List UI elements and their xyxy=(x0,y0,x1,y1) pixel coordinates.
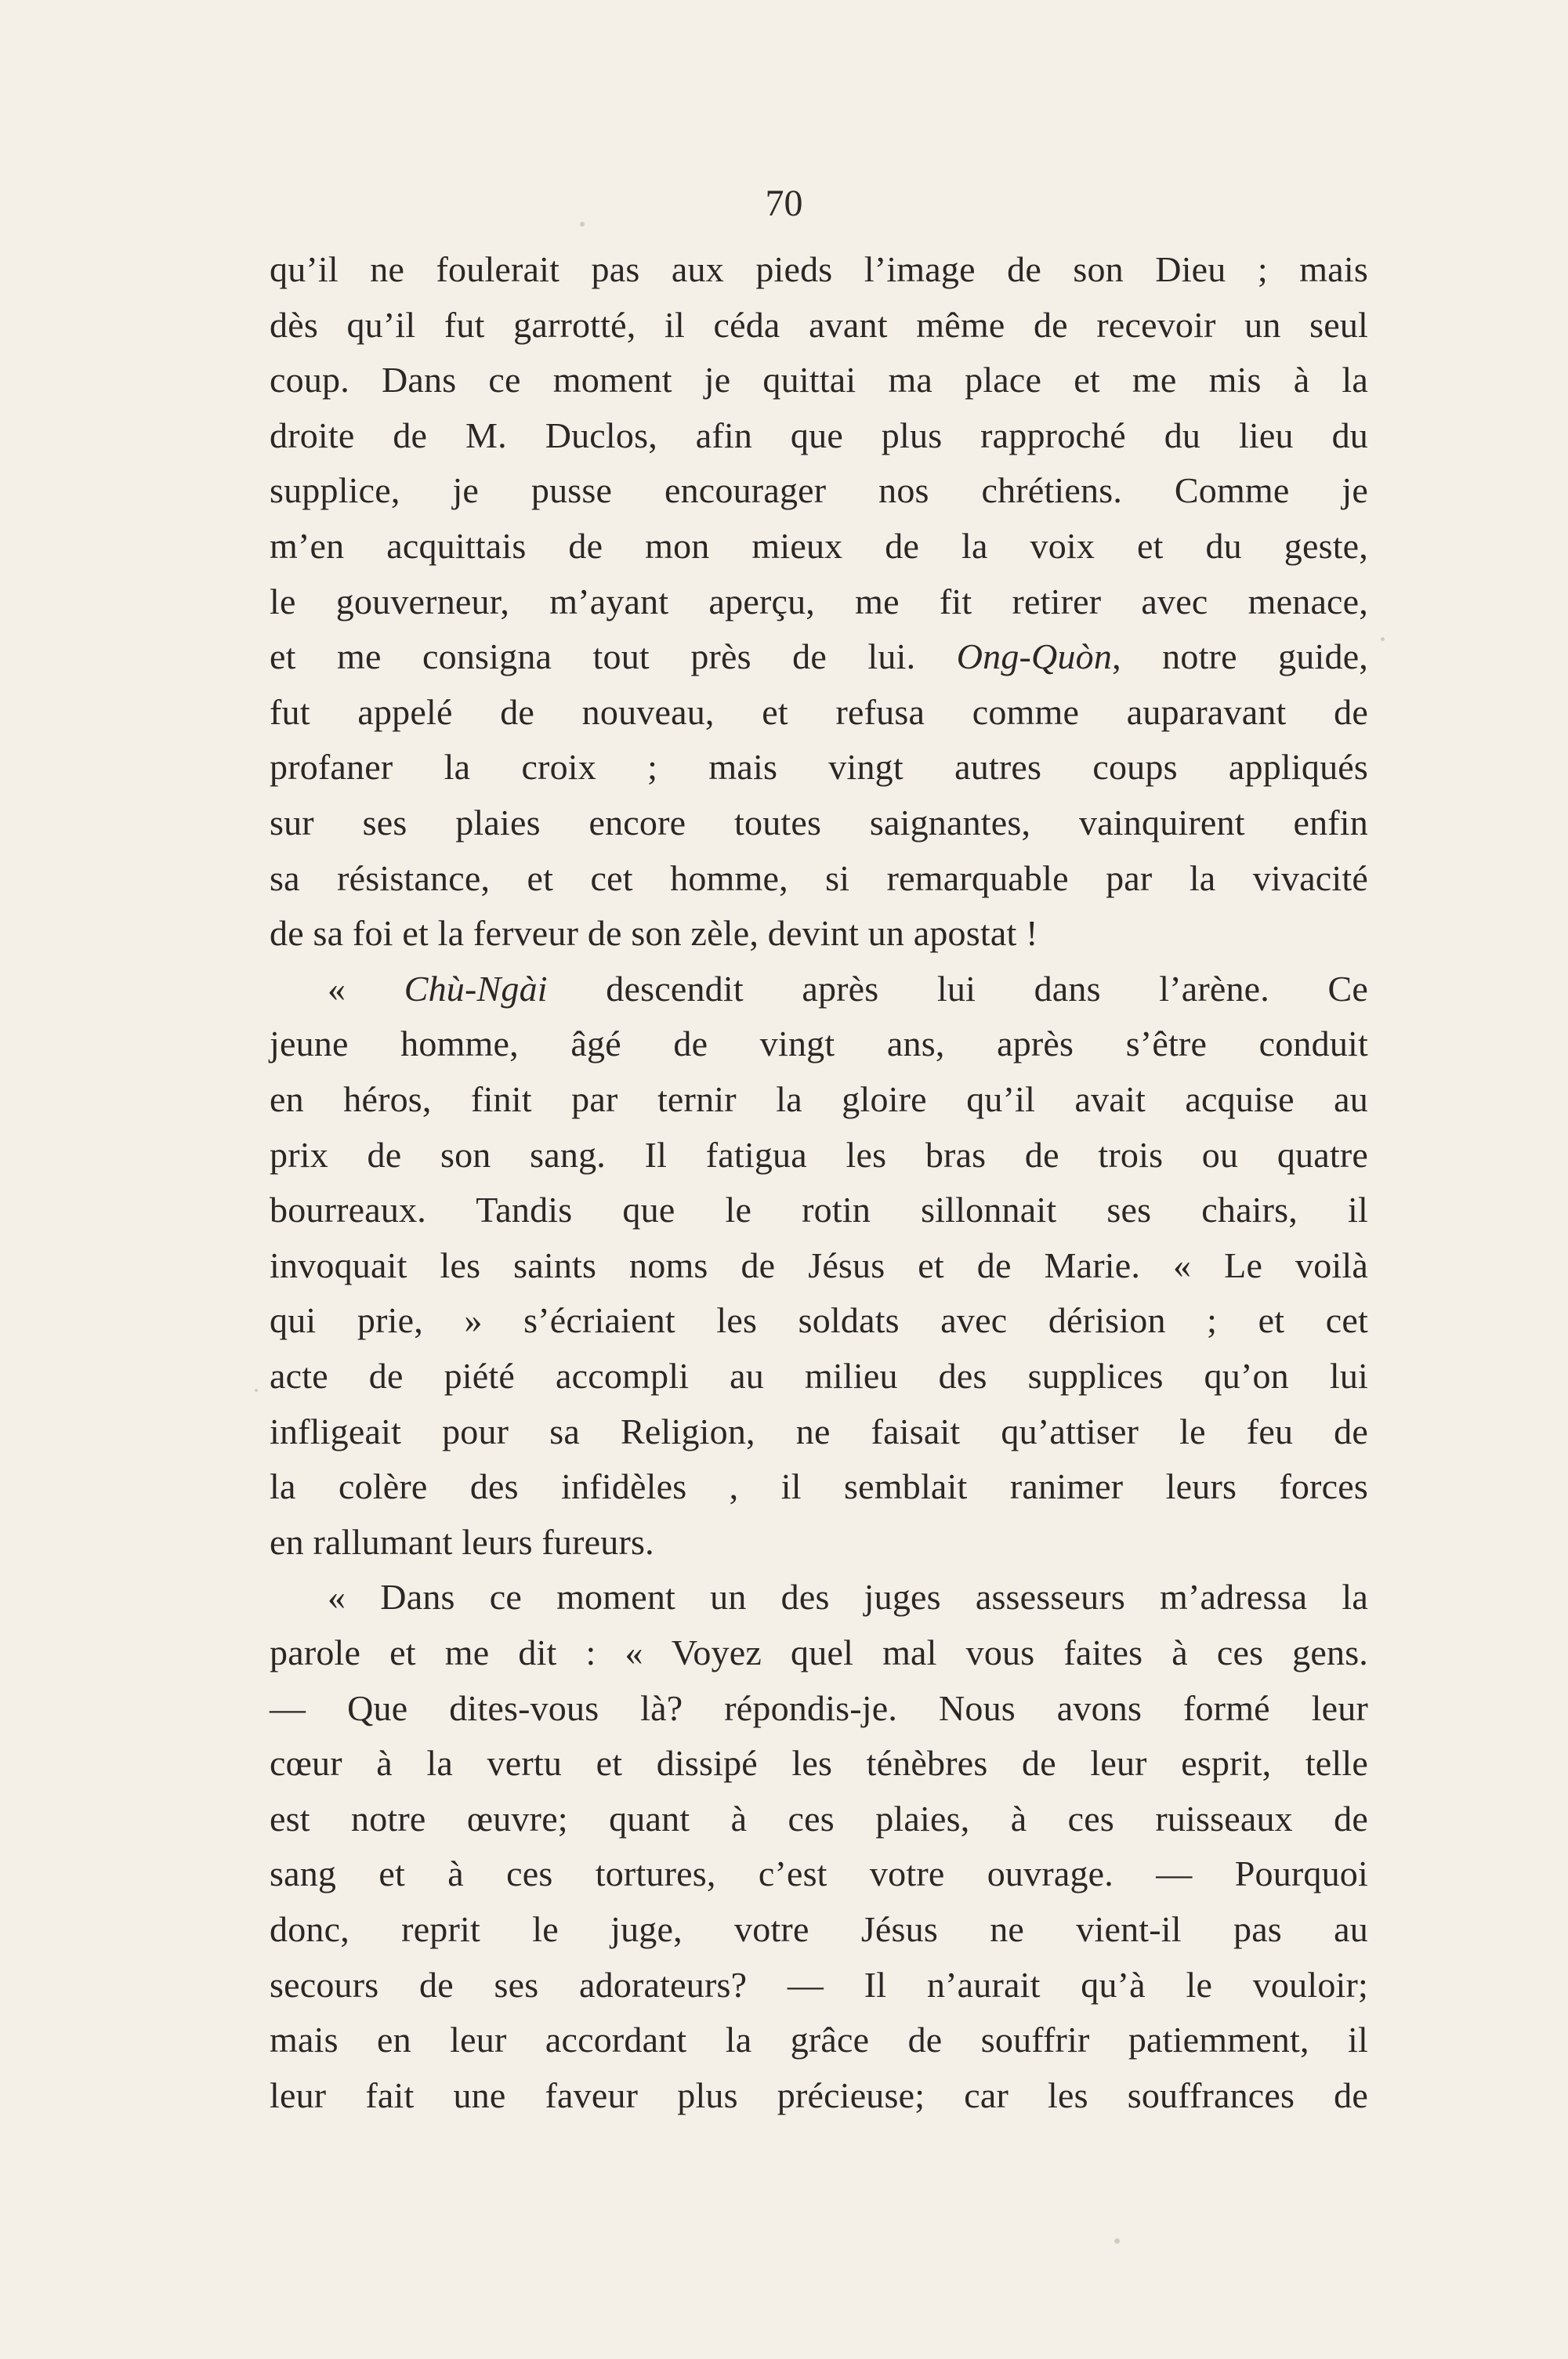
text-line: mais en leur accordant la grâce de souffrir patiemment, il xyxy=(270,2020,1368,2060)
text-line: secours de ses adorateurs? — Il n’aurait qu’à le vouloir; xyxy=(270,1964,1368,2005)
paper-speck xyxy=(580,222,585,226)
text-segment: , notre guide, xyxy=(1112,636,1369,677)
paper-speck xyxy=(255,1389,258,1392)
text-line: infligeait pour sa Religion, ne faisait qu’attiser le feu de xyxy=(270,1411,1368,1451)
text-line: m’en acquittais de mon mieux de la voix et du geste, xyxy=(270,526,1368,566)
text-segment: et me consigna tout près de lui. xyxy=(270,636,957,677)
text-line: jeune homme, âgé de vingt ans, après s’être conduit xyxy=(270,1024,1368,1064)
text-line: en rallumant leurs fureurs. xyxy=(270,1521,654,1562)
text-line: — Que dites-vous là? répondis-je. Nous avons formé leur xyxy=(270,1687,1368,1728)
text-line: est notre œuvre; quant à ces plaies, à ces ruisseaux de xyxy=(270,1798,1368,1839)
page-number: 70 xyxy=(765,183,803,224)
text-line: cœur à la vertu et dissipé les ténèbres de leur esprit, telle xyxy=(270,1743,1368,1784)
text-line: parole et me dit : « Voyez quel mal vous faites à ces gens. xyxy=(270,1632,1368,1672)
text-line: fut appelé de nouveau, et refusa comme auparavant de xyxy=(270,691,1368,732)
italic-name: Ong-Quòn xyxy=(956,636,1113,677)
text-line: qui prie, » s’écriaient les soldats avec dérision ; et cet xyxy=(270,1300,1368,1341)
text-line: dès qu’il fut garrotté, il céda avant même de recevoir un seul xyxy=(270,304,1368,345)
text-line: de sa foi et la ferveur de son zèle, devint un apostat ! xyxy=(270,913,1038,954)
text-line: prix de son sang. Il fatigua les bras de trois ou quatre xyxy=(270,1134,1368,1175)
text-line: supplice, je pusse encourager nos chrétiens. Comme je xyxy=(270,470,1368,511)
paper-speck xyxy=(1381,637,1385,641)
text-line: profaner la croix ; mais vingt autres coups appliqués xyxy=(270,747,1368,788)
text-line: donc, reprit le juge, votre Jésus ne vient-il pas au xyxy=(270,1909,1368,1949)
text-segment: descendit après lui dans l’arène. Ce xyxy=(547,968,1368,1009)
text-line: sa résistance, et cet homme, si remarquable par la vivacité xyxy=(270,857,1368,898)
text-line: leur fait une faveur plus précieuse; car les souffrances de xyxy=(270,2075,1368,2115)
text-segment: « xyxy=(328,968,404,1009)
paper-speck xyxy=(1114,2238,1120,2244)
text-line: le gouverneur, m’ayant aperçu, me fit retirer avec menace, xyxy=(270,581,1368,621)
text-line: la colère des infidèles , il semblait ranimer leurs forces xyxy=(270,1466,1368,1507)
text-line: en héros, finit par ternir la gloire qu’il avait acquise au xyxy=(270,1079,1368,1119)
text-line: droite de M. Duclos, afin que plus rapproché du lieu du xyxy=(270,415,1368,455)
text-line: sur ses plaies encore toutes saignantes, vainquirent enfin xyxy=(270,803,1368,842)
text-line: bourreaux. Tandis que le rotin sillonnait ses chairs, il xyxy=(270,1190,1368,1230)
text-line xyxy=(270,634,1368,679)
text-line: acte de piété accompli au milieu des supplices qu’on lui xyxy=(270,1356,1368,1396)
text-line xyxy=(328,966,1368,1012)
italic-name: Chù-Ngài xyxy=(404,968,548,1009)
text-line: « Dans ce moment un des juges assesseurs m’adressa la xyxy=(328,1577,1368,1618)
text-line: sang et à ces tortures, c’est votre ouvrage. — Pourquoi xyxy=(270,1854,1368,1894)
text-line: coup. Dans ce moment je quittai ma place et me mis à la xyxy=(270,360,1368,400)
text-line: qu’il ne foulerait pas aux pieds l’image de son Dieu ; mais xyxy=(270,249,1368,289)
text-line: invoquait les saints noms de Jésus et de Marie. « Le voilà xyxy=(270,1245,1368,1285)
